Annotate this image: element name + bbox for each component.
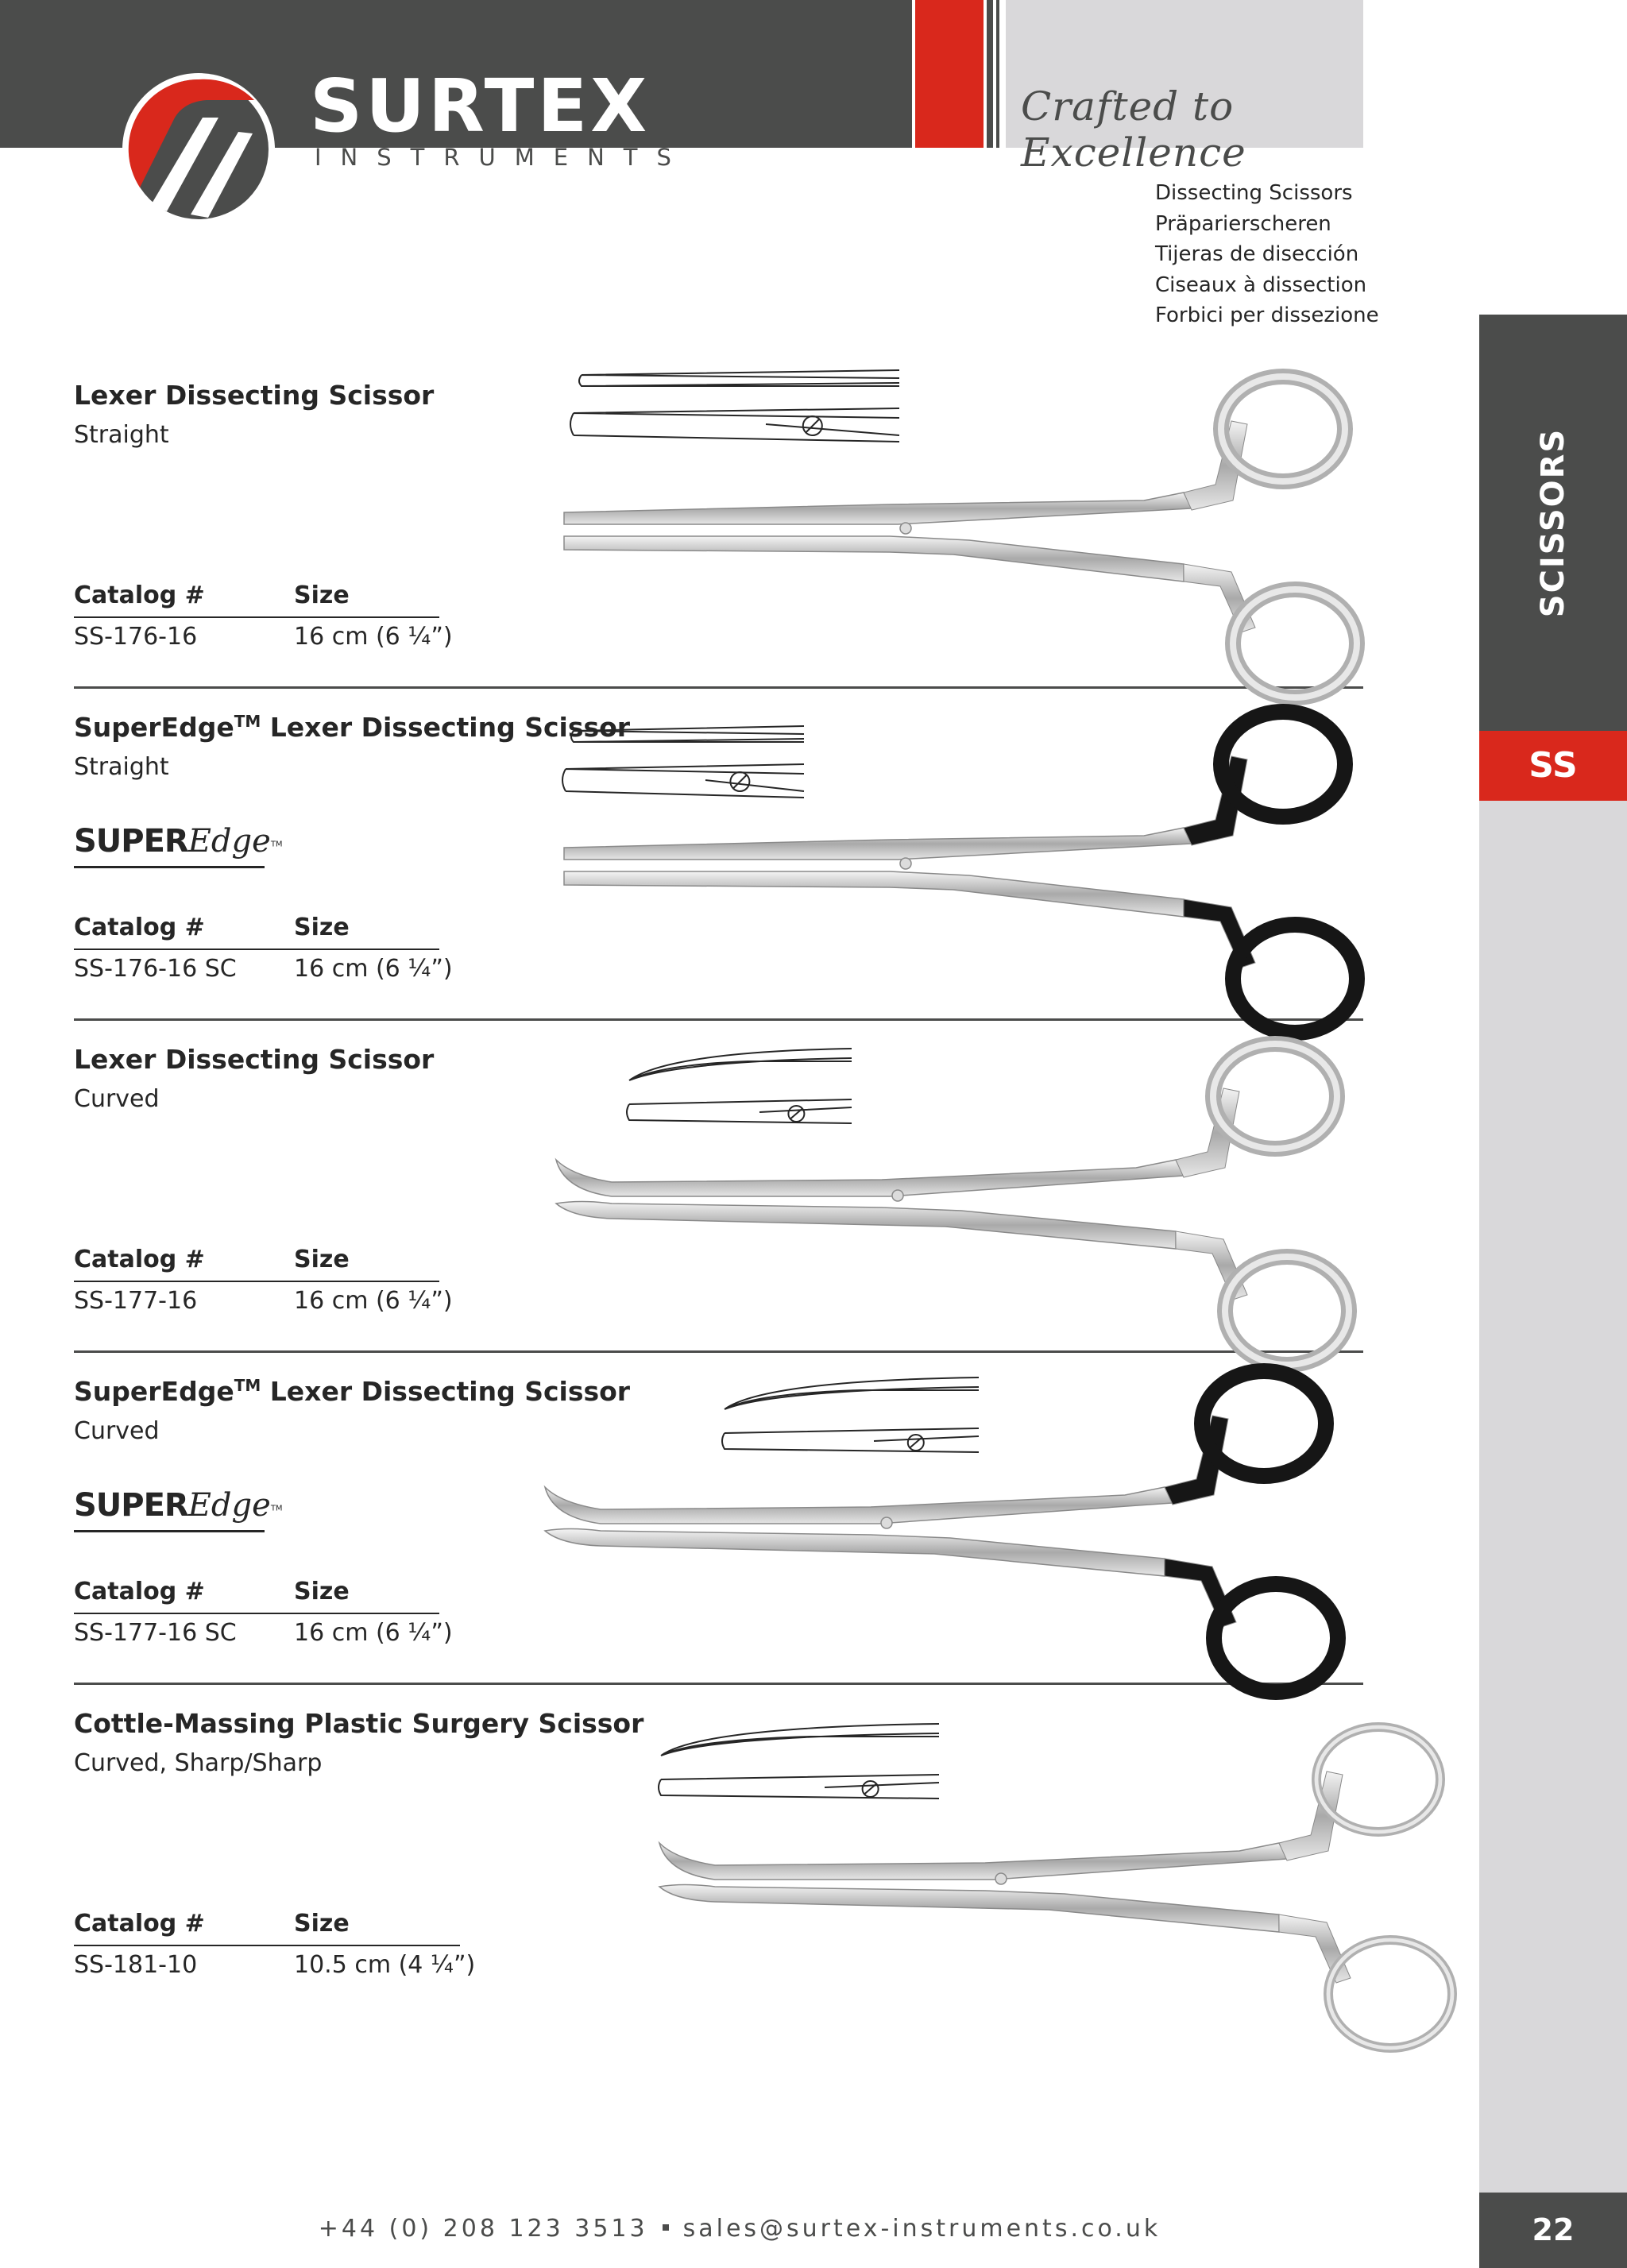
brand-name: SURTEX (310, 64, 651, 149)
product-variant: Curved (74, 1417, 160, 1445)
catalog-number: SS-176-16 SC (74, 955, 237, 983)
scissor-photo-icon (651, 1724, 1446, 2057)
size-value: 16 cm (6 ¼”) (294, 623, 453, 651)
catalog-number: SS-181-10 (74, 1951, 198, 1979)
product-variant: Straight (74, 753, 169, 781)
category-name-it: Forbici per dissezione (1155, 303, 1379, 327)
size-value: 16 cm (6 ¼”) (294, 1287, 453, 1315)
product-title (74, 712, 630, 743)
sidebar-strip (1479, 801, 1627, 2193)
superedge-logo-tm: TM (270, 1504, 283, 1513)
superedge-logo-super: SUPER (74, 1487, 188, 1524)
catalog-header: Catalog # (74, 1910, 205, 1938)
superedge-logo-super: SUPER (74, 823, 188, 860)
catalog-number: SS-177-16 (74, 1287, 198, 1315)
size-value: 16 cm (6 ¼”) (294, 1619, 453, 1647)
surtex-logo-icon (119, 70, 278, 229)
product-title-main: SuperEdge (74, 1376, 234, 1407)
catalog-header: Catalog # (74, 914, 205, 941)
scissor-photo-icon (556, 373, 1351, 707)
size-header: Size (294, 1910, 350, 1938)
product-title (74, 1708, 643, 1739)
page-number: 22 (1479, 2193, 1627, 2268)
header-red-block (915, 0, 984, 148)
category-names (1155, 178, 1379, 331)
product-title-rest: Lexer Dissecting Scissor (261, 1376, 631, 1407)
scissor-photo-icon (537, 1368, 1331, 1702)
header-stripe (996, 0, 999, 148)
header-stripe (987, 0, 993, 148)
size-header: Size (294, 1578, 350, 1605)
category-name-de: Präparierscheren (1155, 211, 1331, 236)
table-rule (74, 949, 439, 950)
scissor-photo-icon (556, 709, 1351, 1042)
size-header: Size (294, 1246, 350, 1273)
catalog-header: Catalog # (74, 581, 205, 609)
size-header: Size (294, 581, 350, 609)
category-name-en: Dissecting Scissors (1155, 181, 1353, 205)
superedge-logo-edge: Edge (187, 1487, 271, 1524)
table-rule (74, 1613, 439, 1614)
category-name-es: Tijeras de disección (1155, 242, 1359, 266)
table-rule (74, 616, 439, 618)
trademark-mark: TM (234, 712, 261, 731)
product-title-main: Lexer Dissecting Scissor (74, 380, 435, 411)
product-title-main: Lexer Dissecting Scissor (74, 1044, 435, 1075)
footer-email: sales@surtex-instruments.co.uk (682, 2215, 1161, 2243)
superedge-logo-edge: Edge (187, 823, 271, 860)
category-name-fr: Ciseaux à dissection (1155, 272, 1367, 297)
size-header: Size (294, 914, 350, 941)
superedge-logo-underline (74, 1530, 265, 1532)
footer-contact (0, 2215, 1479, 2243)
scissor-photo-icon (548, 1041, 1343, 1374)
product-title (74, 380, 434, 411)
size-value: 16 cm (6 ¼”) (294, 955, 453, 983)
separator-dot (663, 2224, 669, 2231)
brand-subtitle: INSTRUMENTS (315, 144, 690, 171)
product-title-main: SuperEdge (74, 712, 234, 743)
superedge-logo-tm: TM (270, 840, 283, 849)
slogan: Crafted to Excellence (1021, 83, 1246, 176)
sidebar-code-tab: SS (1479, 731, 1627, 801)
trademark-mark: TM (234, 1376, 261, 1395)
product-variant: Curved, Sharp/Sharp (74, 1749, 323, 1777)
product-variant: Curved (74, 1085, 160, 1113)
product-title (74, 1044, 434, 1075)
catalog-number: SS-176-16 (74, 623, 198, 651)
table-rule (74, 1281, 439, 1282)
size-value: 10.5 cm (4 ¼”) (294, 1951, 476, 1979)
table-rule (74, 1945, 460, 1946)
catalog-number: SS-177-16 SC (74, 1619, 237, 1647)
superedge-logo-underline (74, 866, 265, 868)
sidebar-section-label: SCISSORS (1535, 427, 1571, 618)
product-title-main: Cottle-Massing Plastic Surgery Scissor (74, 1708, 644, 1739)
catalog-header: Catalog # (74, 1246, 205, 1273)
product-title-rest: Lexer Dissecting Scissor (261, 712, 631, 743)
catalog-header: Catalog # (74, 1578, 205, 1605)
footer-phone: +44 (0) 208 123 3513 (318, 2215, 648, 2243)
superedge-logo-icon (74, 823, 283, 871)
superedge-logo-icon (74, 1487, 283, 1535)
product-variant: Straight (74, 421, 169, 449)
